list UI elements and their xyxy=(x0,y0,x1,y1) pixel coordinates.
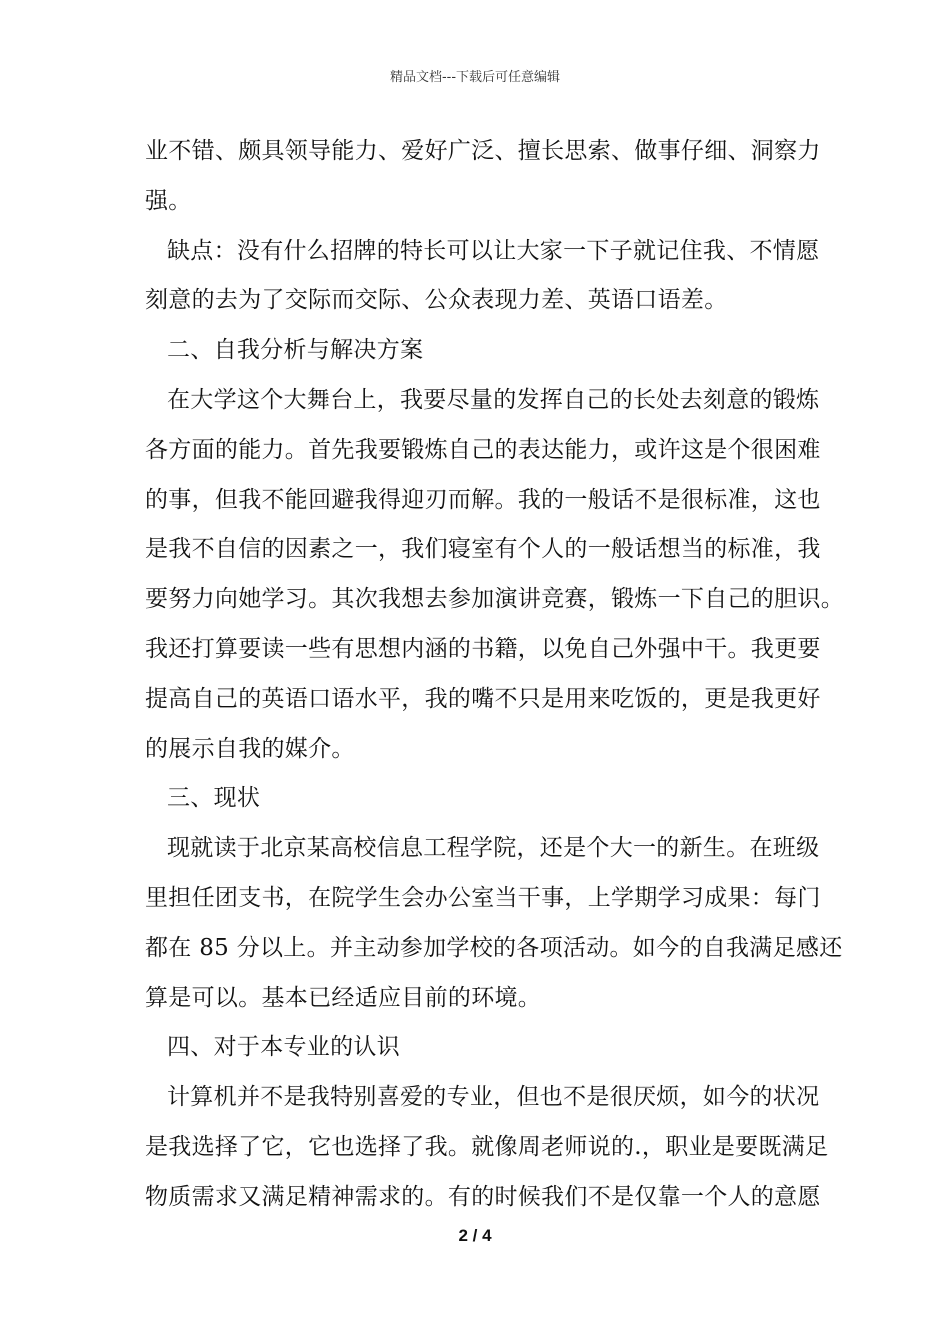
text-line: 物质需求又满足精神需求的。有的时候我们不是仅靠一个人的意愿 xyxy=(145,1183,821,1210)
text-line: 强。 xyxy=(145,187,192,214)
text-line: 算是可以。基本已经适应目前的环境。 xyxy=(145,984,542,1011)
document-body xyxy=(145,127,844,1223)
text-line: 现就读于北京某高校信息工程学院，还是个大一的新生。在班级 xyxy=(167,835,820,862)
text-line: 的展示自我的媒介。 xyxy=(145,735,355,762)
text-line: 计算机并不是我特别喜爱的专业，但也不是很厌烦，如今的状况 xyxy=(167,1084,820,1111)
text-line: 的事，但我不能回避我得迎刃而解。我的一般话不是很标准，这也 xyxy=(145,486,821,513)
text-line: 是我不自信的因素之一，我们寝室有个人的一般话想当的标准，我 xyxy=(145,536,821,563)
text-line: 提高自己的英语口语水平，我的嘴不只是用来吃饭的，更是我更好 xyxy=(145,685,821,712)
text-line: 业不错、颇具领导能力、爱好广泛、擅长思索、做事仔细、洞察力 xyxy=(145,138,821,164)
page-number: 2 / 4 xyxy=(458,1226,492,1245)
text-line: 是我选择了它，它也选择了我。就像周老师说的.，职业是要既满足 xyxy=(145,1133,829,1160)
text-line: 缺点：没有什么招牌的特长可以让大家一下子就记住我、不情愿 xyxy=(167,237,820,264)
text-line: 四、对于本专业的认识 xyxy=(167,1034,400,1061)
text-line: 刻意的去为了交际而交际、公众表现力差、英语口语差。 xyxy=(145,287,728,314)
text-line: 我还打算要读一些有思想内涵的书籍，以免自己外强中干。我更要 xyxy=(145,635,821,662)
page-header: 精品文档---下载后可任意编辑 xyxy=(389,70,561,85)
text-line: 二、自我分析与解决方案 xyxy=(167,337,424,364)
text-line: 各方面的能力。首先我要锻炼自己的表达能力，或许这是个很困难 xyxy=(145,436,821,463)
text-line: 里担任团支书，在院学生会办公室当干事，上学期学习成果：每门 xyxy=(145,884,821,911)
text-line: 三、现状 xyxy=(167,785,261,812)
text-line: 要努力向她学习。其次我想去参加演讲竞赛，锻炼一下自己的胆识。 xyxy=(145,586,844,613)
text-line: 都在 85 分以上。并主动参加学校的各项活动。如今的自我满足感还 xyxy=(145,934,843,961)
text-line: 在大学这个大舞台上，我要尽量的发挥自己的长处去刻意的锻炼 xyxy=(167,386,820,413)
